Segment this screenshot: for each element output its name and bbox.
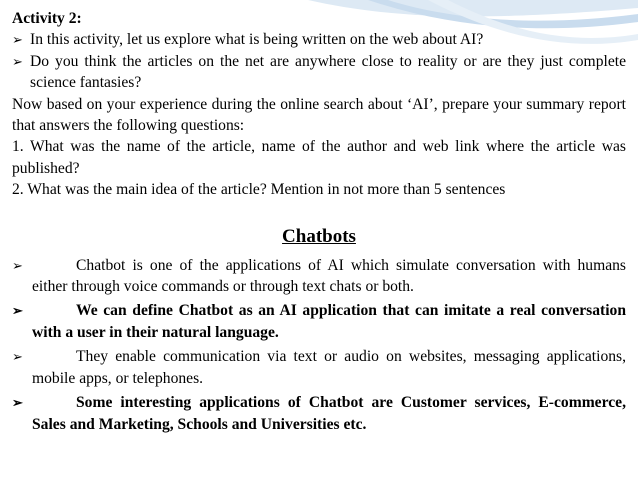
chatbot-point-2 bbox=[12, 300, 626, 343]
question-2: 2. What was the main idea of the article? Mention in not more than 5 sentences bbox=[12, 181, 506, 199]
arrowhead-bullet-icon: ➢ bbox=[12, 257, 23, 273]
activity-bullet-text: Do you think the articles on the net are anywhere close to reality or are they just complete science fantasies? bbox=[30, 52, 626, 92]
arrowhead-bullet-icon: ➢ bbox=[12, 349, 23, 365]
chatbot-point-3 bbox=[12, 346, 626, 389]
activity-bullet-1 bbox=[12, 29, 626, 50]
chatbots-heading: Chatbots bbox=[282, 225, 356, 247]
arrowhead-bullet-icon: ➢ bbox=[12, 53, 23, 69]
chatbot-point-text: Chatbot is one of the applications of AI which simulate conversation with humans either through voice commands or through text chats or both. bbox=[32, 256, 626, 296]
chatbot-point-text: They enable communication via text or audio on websites, messaging applications, mobile apps, or telephones. bbox=[32, 348, 626, 387]
chatbot-point-1 bbox=[12, 255, 626, 298]
arrowhead-bullet-icon: ➢ bbox=[12, 395, 23, 411]
activity-bullet-2 bbox=[12, 51, 626, 94]
arrowhead-bullet-icon: ➢ bbox=[12, 32, 23, 48]
chatbot-point-text: Some interesting applications of Chatbot are Customer services, E-commerce, Sales and Marketing, Schools and Universities etc. bbox=[32, 394, 626, 433]
question-1: 1. What was the name of the article, name of the author and web link where the article was published? bbox=[12, 138, 626, 177]
activity-bullet-text: In this activity, let us explore what is being written on the web about AI? bbox=[30, 31, 484, 49]
chatbot-point-4 bbox=[12, 392, 626, 435]
arrowhead-bullet-icon: ➢ bbox=[12, 303, 23, 319]
activity-title: Activity 2: bbox=[12, 10, 82, 27]
slide-content bbox=[12, 8, 626, 435]
instructions-paragraph: Now based on your experience during the online search about ‘AI’, prepare your summary report that answers the following questions: bbox=[12, 95, 626, 135]
chatbot-point-text: We can define Chatbot as an AI application that can imitate a real conversation with a user in their natural language. bbox=[32, 302, 626, 341]
